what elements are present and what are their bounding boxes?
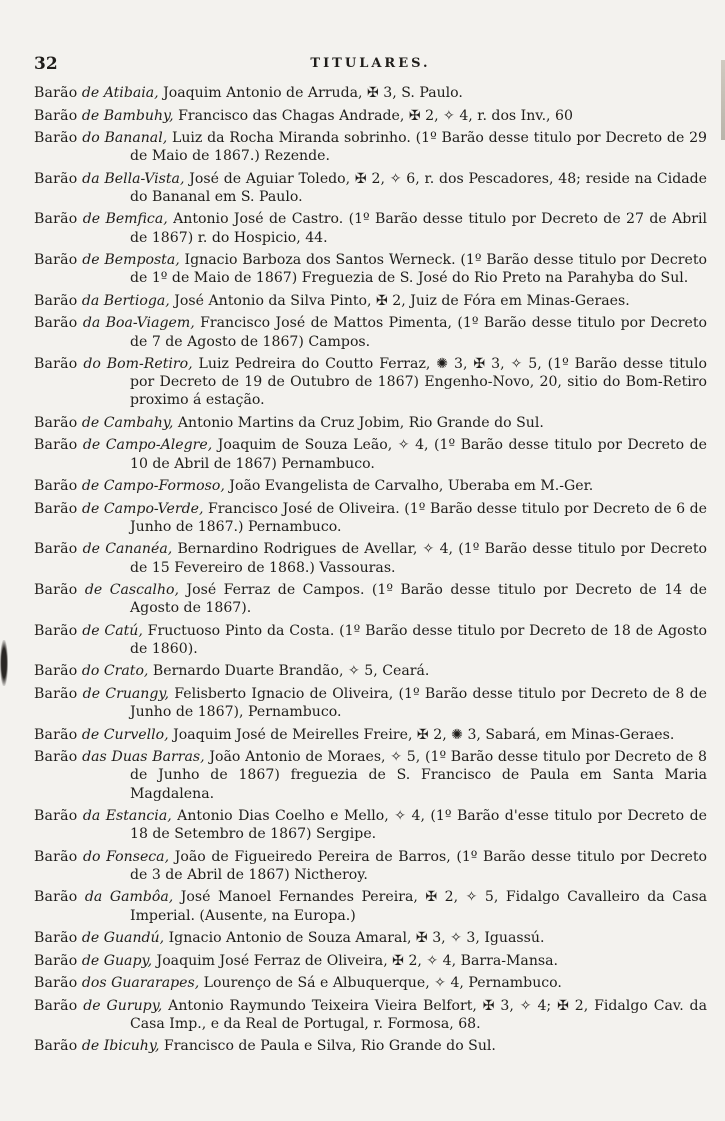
page-header bbox=[34, 54, 707, 80]
entries-list bbox=[34, 84, 707, 1060]
entry-text: José Ferraz de Campos. (1º Barão desse titulo por Decreto de 14 de Agosto de 1867). bbox=[130, 582, 707, 617]
entry-title: das Duas Barras, bbox=[82, 749, 205, 766]
entry-text: José Manoel Fernandes Pereira, ✠ 2, ✧ 5, Fidalgo Cavalleiro da Casa Imperial. (Ausente, na Europa.) bbox=[130, 889, 707, 924]
entry-title: de Guandú, bbox=[81, 930, 165, 947]
entry-text: Antonio Martins da Cruz Jobim, Rio Grande do Sul. bbox=[173, 414, 544, 431]
entry-text: Luiz Pedreira do Coutto Ferraz, ✺ 3, ✠ 3, ✧ 5, (1º Barão desse titulo por Decreto de 19 de Outubro de 1867) Engenho-Novo, 20, sitio do Bom-Retiro proximo á estação. bbox=[130, 356, 707, 409]
list-item bbox=[34, 662, 707, 680]
entry-rank: Barão bbox=[34, 889, 78, 906]
list-item bbox=[34, 1037, 707, 1055]
entry-text: Felisberto Ignacio de Oliveira, (1º Barão desse titulo por Decreto de 8 de Junho de 1867), Pernambuco. bbox=[130, 685, 707, 721]
entry-title: de Campo-Alegre, bbox=[82, 437, 213, 454]
entry-title: do Bom-Retiro, bbox=[83, 356, 193, 373]
list-item bbox=[34, 540, 707, 576]
list-item bbox=[34, 107, 707, 125]
entry-rank: Barão bbox=[34, 252, 78, 269]
entry-title: de Cananéa, bbox=[82, 541, 173, 558]
entry-rank: Barão bbox=[34, 1038, 78, 1055]
entry-rank: Barão bbox=[34, 848, 78, 865]
list-item bbox=[34, 129, 707, 165]
entry-rank: Barão bbox=[34, 952, 78, 969]
entry-rank: Barão bbox=[34, 930, 78, 947]
entry-rank: Barão bbox=[34, 85, 78, 101]
entry-title: da Boa-Viagem, bbox=[82, 315, 195, 332]
entry-rank: Barão bbox=[34, 663, 78, 680]
list-item bbox=[34, 292, 707, 310]
entry-rank: Barão bbox=[34, 170, 78, 187]
list-item bbox=[34, 251, 707, 287]
entry-title: de Bambuhy, bbox=[81, 107, 174, 124]
entry-rank: Barão bbox=[34, 975, 78, 992]
list-item bbox=[34, 848, 707, 884]
list-item bbox=[34, 84, 707, 102]
list-item bbox=[34, 477, 707, 495]
entry-rank: Barão bbox=[34, 622, 78, 639]
entry-rank: Barão bbox=[34, 292, 78, 309]
entry-rank: Barão bbox=[34, 541, 78, 558]
entry-text: Ignacio Antonio de Souza Amaral, ✠ 3, ✧ 3, Iguassú. bbox=[164, 930, 545, 947]
entry-rank: Barão bbox=[34, 107, 78, 124]
entry-title: da Bella-Vista, bbox=[82, 170, 185, 187]
entry-text: Bernardino Rodrigues de Avellar, ✧ 4, (1º Barão desse titulo por Decreto de 15 Fevereiro de 1868.) Vassouras. bbox=[130, 541, 708, 576]
entry-rank: Barão bbox=[34, 685, 78, 702]
entry-title: de Cascalho, bbox=[84, 582, 179, 599]
entry-rank: Barão bbox=[34, 315, 78, 332]
list-item bbox=[34, 748, 707, 803]
entry-text: Luiz da Rocha Miranda sobrinho. (1º Barão desse titulo por Decreto de 29 de Maio de 1867.) Rezende. bbox=[130, 130, 708, 165]
entry-title: da Bertioga, bbox=[81, 292, 170, 309]
list-item bbox=[34, 888, 707, 924]
list-item bbox=[34, 500, 707, 536]
entry-text: Joaquim de Souza Leão, ✧ 4, (1º Barão desse titulo por Decreto de 10 de Abril de 1867) Pernambuco. bbox=[130, 437, 707, 472]
entry-text: Antonio José de Castro. (1º Barão desse titulo por Decreto de 27 de Abril de 1867) r. do Hospicio, 44. bbox=[130, 211, 707, 246]
entry-rank: Barão bbox=[34, 582, 78, 599]
list-item bbox=[34, 726, 707, 744]
entry-text: Fructuoso Pinto da Costa. (1º Barão desse titulo por Decreto de 18 de Agosto de 1860). bbox=[130, 622, 707, 657]
list-item bbox=[34, 170, 707, 206]
binding-ink-spot bbox=[0, 640, 8, 686]
entry-title: do Crato, bbox=[81, 663, 149, 680]
page-edge-shadow bbox=[721, 60, 725, 140]
entry-title: da Gambôa, bbox=[84, 889, 174, 906]
entry-text: Joaquim Antonio de Arruda, ✠ 3, S. Paulo. bbox=[158, 85, 463, 101]
entry-text: Ignacio Barboza dos Santos Werneck. (1º Barão desse titulo por Decreto de 1º de Maio de 1867) Freguezia de S. José do Rio Preto na Parahyba do Sul. bbox=[130, 252, 707, 287]
entry-title: de Bemposta, bbox=[82, 252, 180, 269]
entry-title: de Gurupy, bbox=[83, 997, 163, 1014]
list-item bbox=[34, 436, 707, 472]
entry-text: Joaquim José de Meirelles Freire, ✠ 2, ✺ 3, Sabará, em Minas-Geraes. bbox=[168, 726, 675, 743]
entry-title: de Cambahy, bbox=[81, 414, 174, 431]
entry-title: de Campo-Formoso, bbox=[81, 478, 225, 495]
list-item bbox=[34, 685, 707, 721]
entry-rank: Barão bbox=[34, 478, 78, 495]
entry-text: Francisco de Paula e Silva, Rio Grande do Sul. bbox=[159, 1038, 496, 1055]
entry-text: João Evangelista de Carvalho, Uberaba em M.-Ger. bbox=[224, 478, 594, 495]
entry-text: João Antonio de Moraes, ✧ 5, (1º Barão desse titulo por Decreto de 8 de Junho de 1867) freguezia de S. Francisco de Paula em Santa Maria Magdalena. bbox=[130, 749, 708, 802]
entry-text: Antonio Dias Coelho e Mello, ✧ 4, (1º Barão d'esse titulo por Decreto de 18 de Setembro de 1867) Sergipe. bbox=[130, 808, 707, 843]
entry-title: do Fonseca, bbox=[83, 848, 170, 865]
list-item bbox=[34, 807, 707, 843]
list-item bbox=[34, 997, 707, 1033]
entry-rank: Barão bbox=[34, 414, 78, 431]
page-number: 32 bbox=[34, 54, 58, 74]
entry-text: Joaquim José Ferraz de Oliveira, ✠ 2, ✧ 4, Barra-Mansa. bbox=[152, 952, 559, 969]
list-item bbox=[34, 355, 707, 410]
entry-title: de Guapy, bbox=[81, 952, 153, 969]
entry-text: Francisco José de Oliveira. (1º Barão desse titulo por Decreto de 6 de Junho de 1867.) Pernambuco. bbox=[130, 500, 707, 535]
list-item bbox=[34, 929, 707, 947]
entry-title: da Estancia, bbox=[82, 808, 172, 825]
entry-title: do Bananal, bbox=[82, 130, 168, 146]
entry-text: Bernardo Duarte Brandão, ✧ 5, Ceará. bbox=[148, 663, 430, 680]
entry-text: Antonio Raymundo Teixeira Vieira Belfort, ✠ 3, ✧ 4; ✠ 2, Fidalgo Cav. da Casa Imp., e da Real de Portugal, r. Formosa, 68. bbox=[130, 997, 707, 1032]
entry-rank: Barão bbox=[34, 356, 78, 373]
entry-text: Francisco José de Mattos Pimenta, (1º Barão desse titulo por Decreto de 7 de Agosto de 1867) Campos. bbox=[130, 315, 708, 350]
entry-rank: Barão bbox=[34, 997, 78, 1014]
list-item bbox=[34, 210, 707, 246]
entry-text: Lourenço de Sá e Albuquerque, ✧ 4, Pernambuco. bbox=[199, 975, 562, 992]
list-item bbox=[34, 581, 707, 617]
list-item bbox=[34, 974, 707, 992]
list-item bbox=[34, 414, 707, 432]
entry-text: Francisco das Chagas Andrade, ✠ 2, ✧ 4, r. dos Inv., 60 bbox=[173, 107, 573, 124]
entry-text: José Antonio da Silva Pinto, ✠ 2, Juiz de Fóra em Minas-Geraes. bbox=[169, 292, 630, 309]
entry-title: de Catú, bbox=[82, 622, 143, 639]
entry-title: de Cruangy, bbox=[82, 685, 169, 702]
entry-title: de Curvello, bbox=[81, 726, 169, 743]
entry-rank: Barão bbox=[34, 211, 78, 228]
list-item bbox=[34, 622, 707, 658]
running-title: TITULARES. bbox=[310, 56, 431, 71]
entry-rank: Barão bbox=[34, 726, 78, 743]
entry-title: dos Guararapes, bbox=[81, 975, 200, 992]
entry-title: de Ibicuhy, bbox=[81, 1038, 160, 1055]
entry-rank: Barão bbox=[34, 130, 78, 146]
entry-text: João de Figueiredo Pereira de Barros, (1º Barão desse titulo por Decreto de 3 de Abril de 1867) Nictheroy. bbox=[130, 848, 708, 883]
entry-text: José de Aguiar Toledo, ✠ 2, ✧ 6, r. dos Pescadores, 48; reside na Cidade do Bananal em S. Paulo. bbox=[130, 170, 707, 205]
list-item bbox=[34, 952, 707, 970]
list-item bbox=[34, 314, 707, 350]
entry-rank: Barão bbox=[34, 749, 78, 766]
entry-rank: Barão bbox=[34, 808, 78, 825]
entry-title: de Campo-Verde, bbox=[81, 500, 204, 517]
entry-rank: Barão bbox=[34, 437, 78, 454]
entry-title: de Bemfica, bbox=[82, 211, 168, 228]
entry-rank: Barão bbox=[34, 500, 78, 517]
entry-title: de Atibaia, bbox=[81, 85, 159, 101]
